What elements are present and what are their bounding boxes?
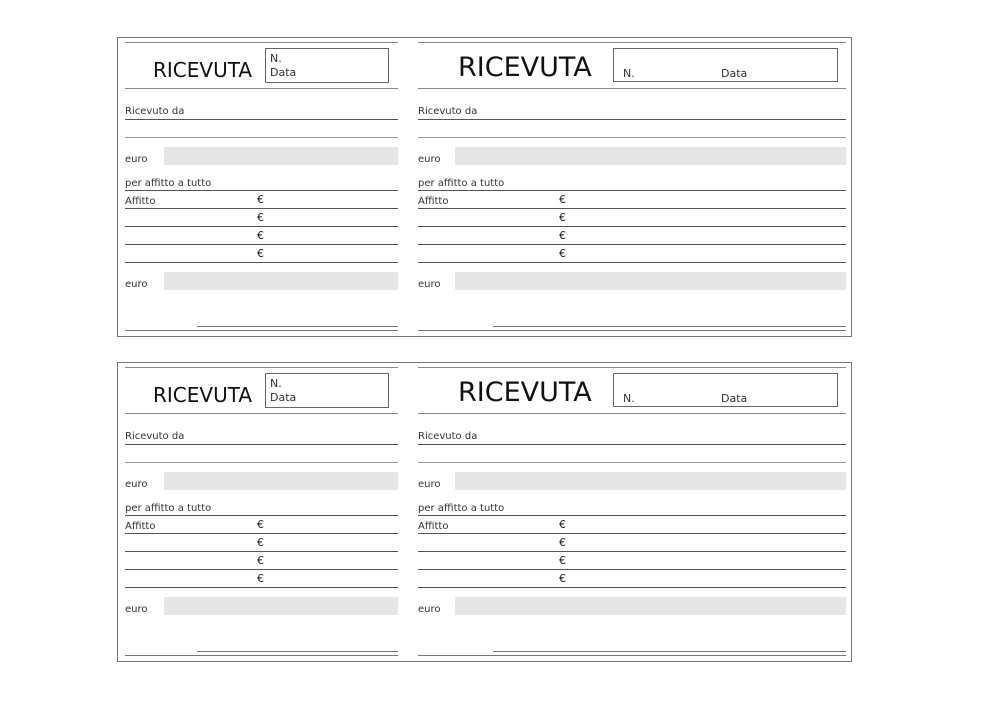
signature-line[interactable] xyxy=(197,651,398,652)
rent-line-4[interactable] xyxy=(125,262,398,263)
bottom-rule xyxy=(125,330,398,331)
number-date-box[interactable] xyxy=(613,48,838,82)
rent-period-label: per affitto a tutto xyxy=(418,503,505,514)
received-from-label: Ricevuto da xyxy=(418,431,478,442)
received-from-line[interactable] xyxy=(125,119,398,120)
rent-line-3[interactable] xyxy=(125,569,398,570)
bottom-rule xyxy=(418,330,846,331)
receipt-main xyxy=(418,38,846,336)
amount-words-field[interactable] xyxy=(164,472,398,490)
top-rule xyxy=(418,42,846,43)
received-from-line-2[interactable] xyxy=(418,137,846,138)
number-date-box[interactable] xyxy=(265,373,389,408)
signature-line[interactable] xyxy=(197,326,398,327)
rent-period-label: per affitto a tutto xyxy=(418,178,505,189)
date-label: Data xyxy=(721,392,748,405)
currency-4: € xyxy=(257,247,264,260)
euro-label: euro xyxy=(125,479,148,490)
rent-line-2[interactable] xyxy=(125,551,398,552)
currency-4: € xyxy=(257,572,264,585)
receipt-stub xyxy=(125,38,398,336)
receipt-title: RICEVUTA xyxy=(153,383,253,407)
title-rule xyxy=(418,413,846,414)
received-from-line-2[interactable] xyxy=(125,137,398,138)
amount-words-field[interactable] xyxy=(455,472,846,490)
currency-1: € xyxy=(257,193,264,206)
receipt-main xyxy=(418,363,846,661)
bottom-rule xyxy=(125,655,398,656)
receipt-sheet-2 xyxy=(117,362,852,662)
currency-2: € xyxy=(257,211,264,224)
title-rule xyxy=(418,88,846,89)
number-label: N. xyxy=(270,377,282,390)
rent-line-4[interactable] xyxy=(125,587,398,588)
total-euro-label: euro xyxy=(125,279,148,290)
amount-words-field[interactable] xyxy=(455,147,846,165)
rent-period-line[interactable] xyxy=(125,190,398,191)
rent-period-label: per affitto a tutto xyxy=(125,503,212,514)
rent-line-3[interactable] xyxy=(418,569,846,570)
number-date-box[interactable] xyxy=(613,373,838,407)
currency-2: € xyxy=(559,211,566,224)
number-date-box[interactable] xyxy=(265,48,389,83)
rent-line-1[interactable] xyxy=(125,208,398,209)
total-euro-label: euro xyxy=(418,604,441,615)
date-label: Data xyxy=(270,391,297,404)
currency-2: € xyxy=(559,536,566,549)
rent-line-4[interactable] xyxy=(418,262,846,263)
receipt-title: RICEVUTA xyxy=(153,58,253,82)
date-label: Data xyxy=(721,67,748,80)
received-from-label: Ricevuto da xyxy=(125,106,185,117)
received-from-line[interactable] xyxy=(125,444,398,445)
amount-words-field[interactable] xyxy=(164,147,398,165)
rent-line-2[interactable] xyxy=(418,551,846,552)
signature-line[interactable] xyxy=(493,326,846,327)
total-amount-field[interactable] xyxy=(455,597,846,615)
top-rule xyxy=(125,367,398,368)
bottom-rule xyxy=(418,655,846,656)
rent-label: Affitto xyxy=(125,196,156,207)
number-label: N. xyxy=(623,392,635,405)
received-from-line[interactable] xyxy=(418,119,846,120)
number-label: N. xyxy=(623,67,635,80)
total-amount-field[interactable] xyxy=(164,597,398,615)
receipt-stub xyxy=(125,363,398,661)
top-rule xyxy=(125,42,398,43)
currency-3: € xyxy=(257,229,264,242)
rent-period-line[interactable] xyxy=(125,515,398,516)
rent-label: Affitto xyxy=(418,196,449,207)
title-rule xyxy=(125,88,398,89)
currency-3: € xyxy=(257,554,264,567)
received-from-line-2[interactable] xyxy=(418,462,846,463)
rent-line-1[interactable] xyxy=(418,533,846,534)
euro-label: euro xyxy=(418,154,441,165)
signature-line[interactable] xyxy=(493,651,846,652)
received-from-line[interactable] xyxy=(418,444,846,445)
rent-line-1[interactable] xyxy=(418,208,846,209)
receipt-sheet-1 xyxy=(117,37,852,337)
receipt-title: RICEVUTA xyxy=(458,377,592,408)
total-euro-label: euro xyxy=(418,279,441,290)
number-label: N. xyxy=(270,52,282,65)
total-euro-label: euro xyxy=(125,604,148,615)
currency-4: € xyxy=(559,247,566,260)
title-rule xyxy=(125,413,398,414)
rent-period-line[interactable] xyxy=(418,190,846,191)
received-from-label: Ricevuto da xyxy=(418,106,478,117)
rent-label: Affitto xyxy=(418,521,449,532)
currency-3: € xyxy=(559,554,566,567)
receipt-title: RICEVUTA xyxy=(458,52,592,83)
rent-line-3[interactable] xyxy=(125,244,398,245)
currency-1: € xyxy=(559,193,566,206)
rent-label: Affitto xyxy=(125,521,156,532)
total-amount-field[interactable] xyxy=(164,272,398,290)
received-from-line-2[interactable] xyxy=(125,462,398,463)
received-from-label: Ricevuto da xyxy=(125,431,185,442)
euro-label: euro xyxy=(125,154,148,165)
rent-line-2[interactable] xyxy=(125,226,398,227)
date-label: Data xyxy=(270,66,297,79)
rent-period-line[interactable] xyxy=(418,515,846,516)
rent-line-3[interactable] xyxy=(418,244,846,245)
rent-line-1[interactable] xyxy=(125,533,398,534)
euro-label: euro xyxy=(418,479,441,490)
total-amount-field[interactable] xyxy=(455,272,846,290)
rent-line-2[interactable] xyxy=(418,226,846,227)
currency-3: € xyxy=(559,229,566,242)
currency-1: € xyxy=(559,518,566,531)
rent-period-label: per affitto a tutto xyxy=(125,178,212,189)
currency-1: € xyxy=(257,518,264,531)
currency-4: € xyxy=(559,572,566,585)
currency-2: € xyxy=(257,536,264,549)
top-rule xyxy=(418,367,846,368)
rent-line-4[interactable] xyxy=(418,587,846,588)
